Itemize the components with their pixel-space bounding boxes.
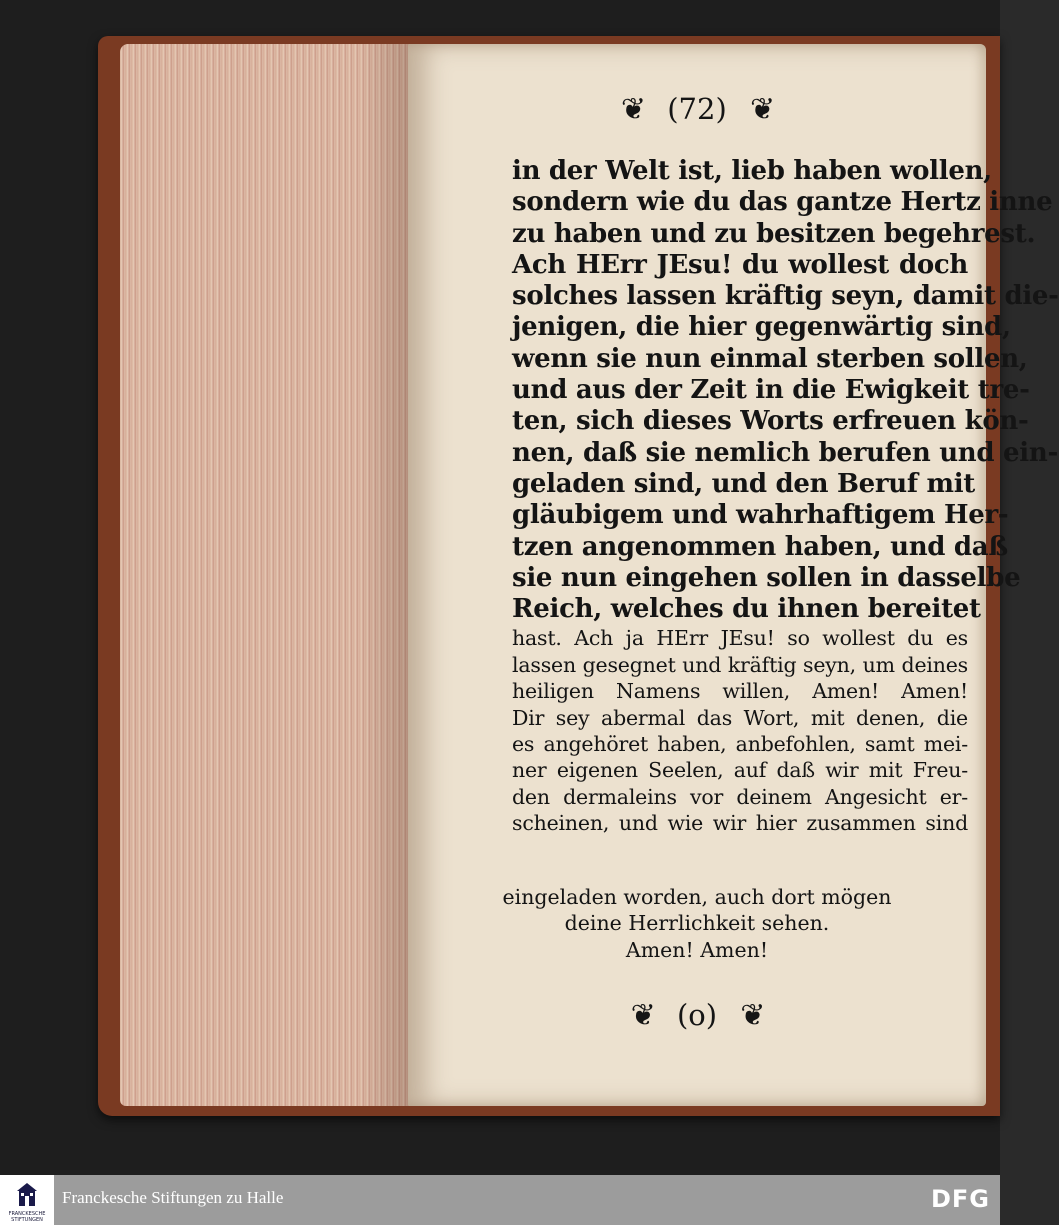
page-header [408,90,986,127]
text-line: tzen angenommen haben, und daß [512,531,1008,562]
text-line: Reich, welches du ihnen bereitet [512,594,981,625]
text-line: Ach HErr JEsu! du wollest doch [512,249,968,280]
text-line: ten, sich dieses Worts erfreuen kön- [512,406,1029,437]
text-line: sie nun eingehen sollen in dasselbe [512,562,1021,593]
ornament-right-icon: ❦ [740,997,764,1033]
text-line: wenn sie nun einmal sterben sollen, [512,343,1028,374]
text-line: gläubigem und wahrhaftigem Her- [512,500,1009,531]
text-line: zu haben und zu besitzen begehrest. [512,218,1036,249]
page-number: (72) [667,92,727,126]
text-line: ner eigenen Seelen, auf daß wir mit Freu- [512,758,968,783]
text-line: hast. Ach ja HErr JEsu! so wollest du es [512,626,968,651]
text-line: heiligen Namens willen, Amen! Amen! [512,679,968,704]
closing-line: eingeladen worden, auch dort mögen [502,885,892,909]
text-line: in der Welt ist, lieb haben wollen, [512,156,992,186]
text-line: nen, daß sie nemlich berufen und ein- [512,437,1058,468]
text-line: und aus der Zeit in die Ewigkeit tre- [512,375,1030,406]
text-line: scheinen, und wie wir hier zusammen sind [512,811,968,836]
closing-line: deine Herrlichkeit sehen. [564,911,830,936]
dfg-logo[interactable]: DFG [930,1185,990,1213]
text-line: den dermaleins vor deinem Angesicht er- [512,784,968,809]
franckesche-logo[interactable] [0,1175,54,1225]
closing-amen: Amen! Amen! [625,937,769,962]
ornament-right-icon: ❦ [749,91,774,127]
logo-text: FRANCKESCHE STIFTUNGEN [8,1211,46,1223]
text-line: jenigen, die hier gegenwärtig sind, [512,312,1011,343]
building-icon [14,1180,40,1210]
book-page [408,44,1059,1106]
text-line: Dir sey abermal das Wort, mit denen, die [512,705,968,730]
footer-mark: (o) [676,998,718,1032]
text-line: solches lassen kräftig seyn, damit die- [512,281,1059,312]
text-line: sondern wie du das gantze Hertz inne [512,187,1053,218]
ornament-left-icon: ❦ [620,91,645,127]
text-line: es angehöret haben, anbefohlen, samt mei- [512,732,968,757]
closing-block [408,884,986,963]
ornament-left-icon: ❦ [630,997,654,1033]
text-line: lassen gesegnet und kräftig seyn, um deines [512,652,968,677]
viewer-footer-bar [0,1175,1000,1225]
institution-link[interactable]: Franckesche Stiftungen zu Halle [62,1188,284,1207]
text-line: geladen sind, und den Beruf mit [512,468,975,499]
page-body-text [512,156,1059,837]
page-footer [408,996,986,1033]
